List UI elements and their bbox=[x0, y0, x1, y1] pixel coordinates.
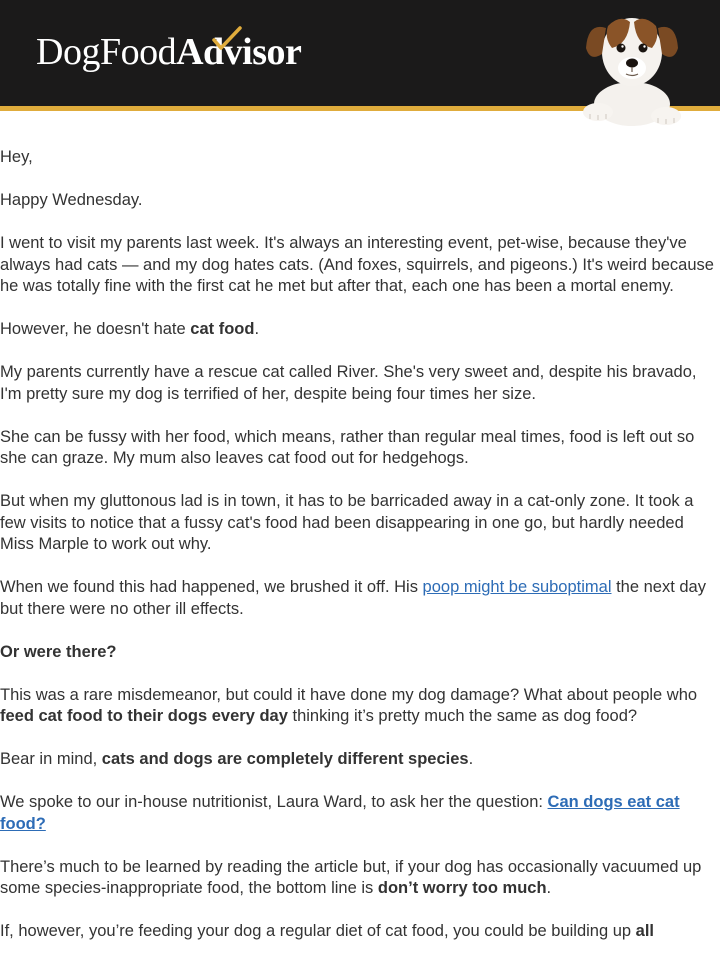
paragraph-species bbox=[0, 749, 720, 771]
bold-text: don’t worry too much bbox=[377, 879, 547, 897]
paragraph-or-were-there bbox=[0, 642, 720, 664]
paragraph-fussy: She can be fussy with her food, which means, rather than regular meal times, food is left out so she can graze. My mum also leaves cat food out for hedgehogs. bbox=[0, 427, 695, 467]
text: the next day but there were no other ill effects. bbox=[0, 578, 706, 618]
text: thinking it’s pretty much the same as dog food? bbox=[287, 707, 638, 725]
email-body bbox=[0, 147, 720, 943]
email-header bbox=[0, 0, 720, 111]
logo-text-dogfood: DogFood bbox=[36, 31, 177, 73]
paragraph-brushed-off bbox=[0, 577, 720, 620]
bold-text: Or were there? bbox=[0, 642, 117, 661]
paragraph-misdemeanor bbox=[0, 685, 720, 728]
poop-link[interactable]: poop might be suboptimal bbox=[422, 578, 612, 596]
bold-text: feed cat food to their dogs every day bbox=[0, 707, 288, 725]
text: . bbox=[254, 320, 260, 338]
paragraph-regular-diet bbox=[0, 921, 720, 943]
paragraph-visit: I went to visit my parents last week. It's always an interesting event, pet-wise, because they've always had cats — and my dog hates cats. (And foxes, squirrels, and pigeons.) It's weird because he was totally fine with the first cat he met but after that, each one has been a mortal enemy. bbox=[0, 234, 714, 295]
text: There’s much to be learned by reading the article but, if your dog has occasionally vacuumed up some species-inappropriate food, the bottom line is bbox=[0, 857, 702, 897]
paragraph-nutritionist bbox=[0, 792, 720, 835]
paragraph-cat-food bbox=[0, 319, 720, 341]
paragraph-barricade: But when my gluttonous lad is in town, it has to be barricaded away in a cat-only zone. It took a few visits to notice that a fussy cat's food had been disappearing in one go, but hardly needed Miss Marple to work out why. bbox=[0, 492, 694, 553]
dogfoodadvisor-logo[interactable] bbox=[36, 30, 301, 74]
text: This was a rare misdemeanor, but could it have done my dog damage? What about people who bbox=[0, 685, 698, 704]
text: However, he doesn't hate bbox=[0, 320, 191, 338]
text: We spoke to our in-house nutritionist, Laura Ward, to ask her the question: bbox=[0, 793, 548, 811]
paragraph-river: My parents currently have a rescue cat called River. She's very sweet and, despite his bravado, I'm pretty sure my dog is terrified of her, despite being four times her size. bbox=[0, 363, 697, 403]
text: When we found this had happened, we brushed it off. His bbox=[0, 578, 423, 596]
paragraph-day: Happy Wednesday. bbox=[0, 191, 143, 209]
bold-text: cat food bbox=[190, 320, 255, 338]
greeting: Hey, bbox=[0, 148, 33, 166]
can-dogs-eat-cat-food-link[interactable]: Can dogs eat cat food? bbox=[0, 793, 680, 833]
text: . bbox=[468, 750, 474, 768]
bold-text: cats and dogs are completely different species bbox=[101, 750, 469, 768]
text: . bbox=[546, 879, 552, 897]
checkmark-icon bbox=[212, 26, 242, 52]
text: If, however, you’re feeding your dog a regular diet of cat food, you could be building up bbox=[0, 922, 636, 940]
logo-text-advisor: Advisor bbox=[176, 31, 302, 73]
bold-text: all bbox=[635, 922, 655, 940]
text: Bear in mind, bbox=[0, 750, 102, 768]
paragraph-bottom-line bbox=[0, 857, 720, 900]
puppy-image bbox=[568, 8, 692, 128]
